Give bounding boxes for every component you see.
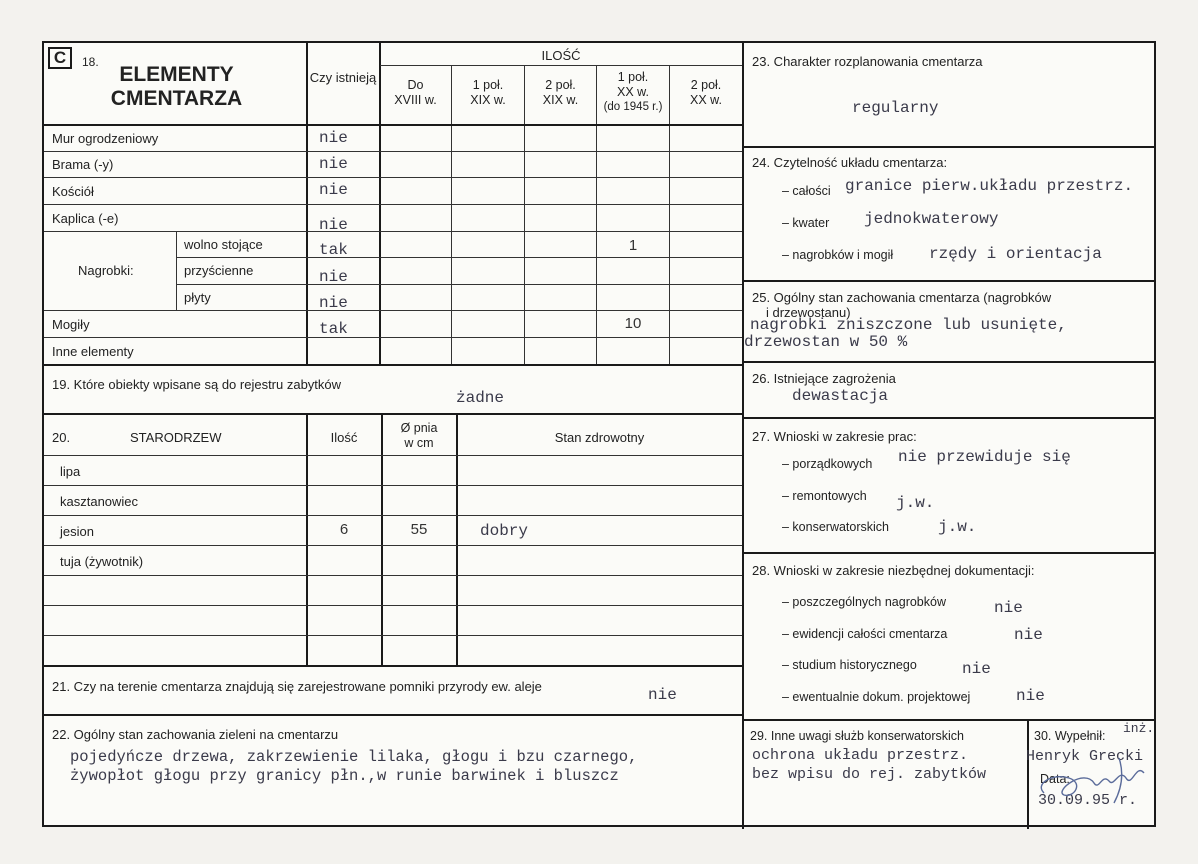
row-label-wall: Mur ogrodzeniowy bbox=[52, 131, 159, 146]
q30-date: 30.09.95 r. bbox=[1038, 792, 1138, 809]
q27-a-label: – porządkowych bbox=[782, 457, 873, 471]
q29-answer-line1: ochrona układu przestrz. bbox=[752, 747, 969, 764]
tree-name-ash: jesion bbox=[60, 524, 94, 539]
q29-answer-line2: bez wpisu do rej. zabytków bbox=[752, 766, 987, 783]
q28-label: 28. Wnioski w zakresie niezbędnej dokumentacji: bbox=[752, 563, 1035, 578]
q27-b-label: – remontowych bbox=[782, 489, 867, 503]
exists-graves: tak bbox=[319, 320, 348, 338]
q25-label-line1: 25. Ogólny stan zachowania cmentarza (nagrobków bbox=[752, 290, 1052, 305]
section-number: 18. bbox=[82, 55, 99, 69]
period-header-5 bbox=[670, 78, 742, 108]
q28-c-value: nie bbox=[962, 660, 991, 678]
q21-label: 21. Czy na terenie cmentarza znajdują się zarejestrowane pomniki przyrody ew. aleje bbox=[52, 679, 542, 694]
period-header-line: (do 1945 r.) bbox=[603, 101, 663, 113]
q24-b-value: jednokwaterowy bbox=[864, 210, 999, 228]
q28-a-label: – poszczególnych nagrobków bbox=[782, 595, 946, 609]
exists-wall: nie bbox=[319, 129, 348, 147]
q30-label: 30. Wypełnił: bbox=[1034, 729, 1106, 743]
q30-date-label: Data: bbox=[1040, 772, 1070, 786]
inventory-card bbox=[42, 41, 1156, 827]
q25-answer-line2: drzewostan w 50 % bbox=[744, 333, 908, 351]
period-header-line: 2 poł. bbox=[545, 78, 576, 92]
period-header-3 bbox=[525, 78, 596, 108]
row-label-chapel: Kaplica (-e) bbox=[52, 211, 119, 226]
q24-c-value: rzędy i orientacja bbox=[929, 245, 1102, 263]
q25-answer-line1: nagrobki zniszczone lub usunięte, bbox=[750, 316, 1067, 334]
period-header-line: 2 poł. bbox=[690, 78, 722, 92]
period-header-line: Do bbox=[407, 78, 424, 92]
q24-c-label: – nagrobków i mogił bbox=[782, 248, 894, 262]
q24-a-value: granice pierw.układu przestrz. bbox=[845, 177, 1134, 195]
q23-answer: regularny bbox=[852, 99, 939, 117]
group-label-tombstones: Nagrobki: bbox=[78, 263, 134, 278]
row-label-graves: Mogiły bbox=[52, 317, 90, 332]
row-label-gate: Brama (-y) bbox=[52, 157, 114, 172]
q28-d-value: nie bbox=[1016, 687, 1045, 705]
count-graves: 10 bbox=[624, 315, 642, 332]
q28-a-value: nie bbox=[994, 599, 1023, 617]
section-letter: C bbox=[48, 47, 72, 69]
q20-number: 20. bbox=[52, 430, 71, 445]
col-exists-header: Czy istnieją bbox=[309, 70, 377, 85]
section-title-line2: CMENTARZA bbox=[110, 87, 243, 110]
q27-a-value: nie przewiduje się bbox=[898, 448, 1071, 466]
period-header-line: XIX w. bbox=[470, 93, 506, 107]
row-label-wallmounted: przyścienne bbox=[184, 263, 254, 278]
q22-answer-line1: pojedyńcze drzewa, zakrzewienie lilaka, głogu i bzu czarnego, bbox=[70, 748, 638, 766]
q26-answer: dewastacja bbox=[792, 387, 889, 405]
section-title-line1: ELEMENTY bbox=[119, 63, 234, 86]
q19-answer: żadne bbox=[456, 389, 505, 407]
q24-a-label: – całości bbox=[782, 184, 831, 198]
tree-name-thuja: tuja (żywotnik) bbox=[60, 554, 144, 569]
period-header-line: XX w. bbox=[690, 93, 722, 107]
tree-name-lime: lipa bbox=[60, 464, 81, 479]
exists-gate: nie bbox=[319, 155, 348, 173]
q20-col-health: Stan zdrowotny bbox=[554, 430, 645, 445]
q26-label: 26. Istniejące zagrożenia bbox=[752, 371, 896, 386]
row-label-church: Kościół bbox=[52, 184, 94, 199]
q30-prefix: inż. bbox=[1123, 721, 1155, 736]
period-header-2 bbox=[452, 78, 524, 108]
q20-col-diam-l2: w cm bbox=[404, 436, 434, 450]
q30-name: Henryk Grecki bbox=[1026, 748, 1144, 765]
period-header-line: XIX w. bbox=[542, 93, 579, 107]
period-header-1 bbox=[380, 78, 451, 108]
exists-freestanding: tak bbox=[319, 241, 348, 259]
q29-label: 29. Inne uwagi służb konserwatorskich bbox=[750, 729, 965, 743]
exists-slabs: nie bbox=[319, 294, 348, 312]
period-header-line: 1 poł. bbox=[472, 78, 504, 92]
signature-scribble bbox=[1014, 733, 1154, 813]
q23-label: 23. Charakter rozplanowania cmentarza bbox=[752, 54, 983, 69]
q20-col-count: Ilość bbox=[330, 430, 358, 445]
period-header-line: XVIII w. bbox=[394, 93, 437, 107]
q20-col-diam bbox=[382, 421, 456, 451]
period-header-4 bbox=[597, 70, 669, 115]
q27-c-value: j.w. bbox=[938, 518, 977, 536]
tree-diam-ash: 55 bbox=[410, 521, 428, 538]
ilosc-header: ILOŚĆ bbox=[541, 48, 581, 63]
q28-b-value: nie bbox=[1014, 626, 1043, 644]
q27-b-value: j.w. bbox=[896, 494, 935, 512]
tree-name-chestnut: kasztanowiec bbox=[60, 494, 139, 509]
period-header-line: XX w. bbox=[617, 85, 649, 99]
exists-wallmounted: nie bbox=[319, 268, 348, 286]
q27-label: 27. Wnioski w zakresie prac: bbox=[752, 429, 917, 444]
q22-label: 22. Ogólny stan zachowania zieleni na cmentarzu bbox=[52, 727, 339, 742]
row-label-other: Inne elementy bbox=[52, 344, 134, 359]
row-label-freestanding: wolno stojące bbox=[184, 237, 263, 252]
tree-count-ash: 6 bbox=[339, 521, 349, 538]
exists-chapel: nie bbox=[319, 216, 348, 234]
q19-label: 19. Które obiekty wpisane są do rejestru zabytków bbox=[52, 377, 342, 392]
q24-b-label: – kwater bbox=[782, 216, 830, 230]
q20-col-diam-l1: Ø pnia bbox=[400, 421, 438, 435]
period-header-line: 1 poł. bbox=[617, 70, 649, 84]
row-label-slabs: płyty bbox=[184, 290, 211, 305]
q21-answer: nie bbox=[648, 686, 677, 704]
q27-c-label: – konserwatorskich bbox=[782, 520, 889, 534]
tree-health-ash: dobry bbox=[480, 522, 529, 540]
q24-label: 24. Czytelność układu cmentarza: bbox=[752, 155, 948, 170]
q22-answer-line2: żywopłot głogu przy granicy płn.,w runie barwinek i bluszcz bbox=[70, 767, 619, 785]
count-freestanding: 1 bbox=[628, 237, 638, 254]
q25-label-line2: i drzewostanu) bbox=[766, 305, 851, 320]
q28-b-label: – ewidencji całości cmentarza bbox=[782, 627, 948, 641]
section-title bbox=[84, 63, 269, 111]
q20-title: STARODRZEW bbox=[130, 430, 222, 445]
q28-d-label: – ewentualnie dokum. projektowej bbox=[782, 690, 971, 704]
q28-c-label: – studium historycznego bbox=[782, 658, 917, 672]
exists-church: nie bbox=[319, 181, 348, 199]
